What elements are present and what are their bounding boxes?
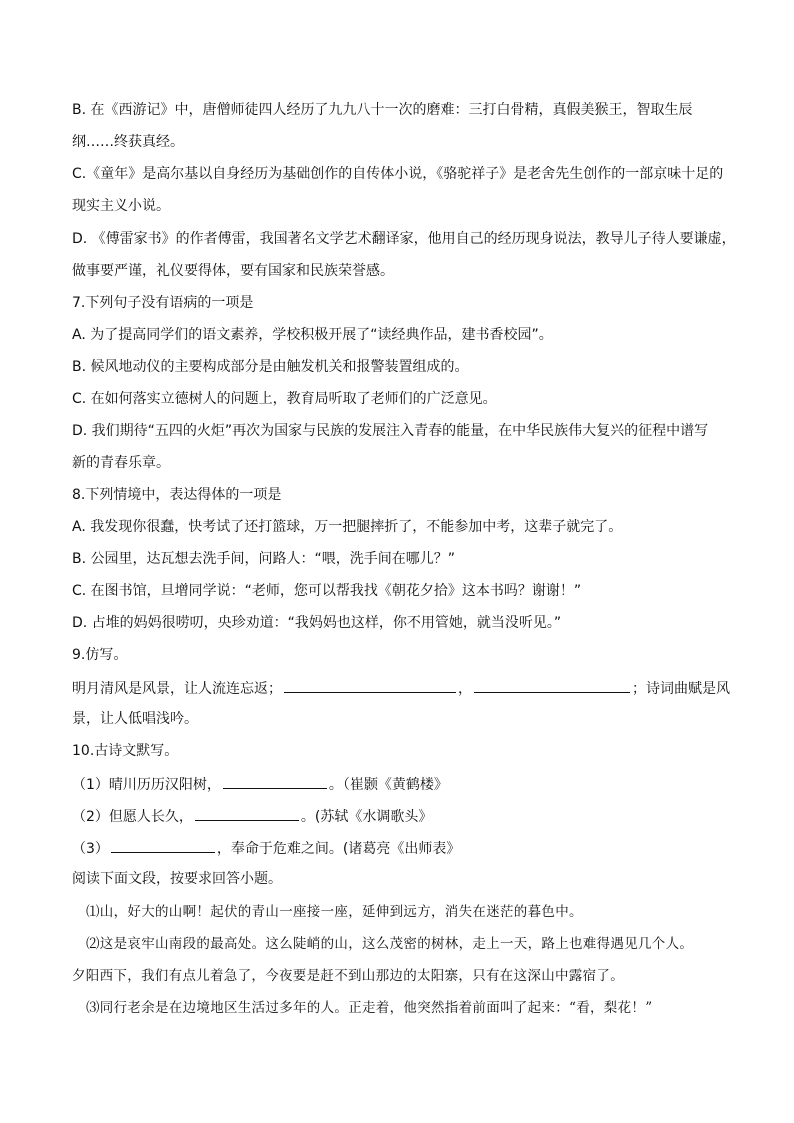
q9-answer-blank-1[interactable] (284, 677, 456, 693)
q6-option-b-line2: 纲……终获真经。 (72, 134, 184, 150)
q7-stem: 7.下列句子没有语病的一项是 (72, 295, 254, 311)
reading-intro: 阅读下面文段，按要求回答小题。 (72, 871, 282, 887)
q6-option-d-line1: D. 《傅雷家书》的作者傅雷，我国著名文学艺术翻译家，他用自己的经历现身说法，教导儿子待人要谦虚， (72, 231, 736, 247)
q9-text-a: 明月清风是风景，让人流连忘返； (72, 681, 282, 697)
q10-item-3-num: （3） (72, 841, 109, 857)
q7-option-c: C. 在如何落实立德树人的问题上，教育局听取了老师们的广泛意见。 (72, 391, 497, 407)
q6-option-d-line2: 做事要严谨，礼仪要得体，要有国家和民族荣誉感。 (72, 263, 394, 279)
q9-text-b: ；诗词曲赋是风 (632, 681, 730, 697)
q9-line2: 景，让人低唱浅吟。 (72, 711, 198, 727)
q6-option-b-line1: B. 在《西游记》中，唐僧师徒四人经历了九九八十一次的磨难：三打白骨精，真假美猴王，智取生辰 (72, 102, 693, 118)
q10-item-3-blank[interactable] (111, 837, 215, 853)
q10-item-2-text: （2）但愿人长久， (72, 809, 193, 825)
q10-item-2 (72, 805, 432, 827)
q8-option-a: A. 我发现你很蠢，快考试了还打篮球，万一把腿摔折了，不能参加中考，这辈子就完了。 (72, 519, 623, 535)
q9-stem: 9.仿写。 (72, 647, 128, 663)
q10-item-3-text: ，奉命于危难之间。(诸葛亮《出师表》 (216, 841, 461, 857)
q10-item-1-blank[interactable] (223, 773, 327, 789)
q8-option-c: C. 在图书馆，旦增同学说：“老师，您可以帮我找《朝花夕拾》这本书吗？谢谢！” (72, 583, 582, 599)
q10-item-1-text: （1）晴川历历汉阳树， (72, 777, 221, 793)
q8-stem: 8.下列情境中，表达得体的一项是 (72, 487, 282, 503)
q9-line1 (72, 677, 730, 699)
reading-paragraph-2-line2: 夕阳西下，我们有点儿着急了，今夜要是赶不到山那边的太阳寨，只有在这深山中露宿了。 (72, 968, 624, 984)
q7-option-a: A. 为了提高同学们的语文素养，学校积极开展了“读经典作品，建书香校园”。 (72, 327, 553, 343)
q9-separator: ， (458, 681, 472, 697)
q6-option-c-line1: C.《童年》是高尔基以自身经历为基础创作的自传体小说，《骆驼祥子》是老舍先生创作的一部京味十足的 (72, 166, 724, 182)
q7-option-d-line2: 新的青春乐章。 (72, 455, 170, 471)
reading-paragraph-1: ⑴山，好大的山啊！起伏的青山一座接一座，延伸到远方，消失在迷茫的暮色中。 (86, 904, 583, 920)
q7-option-d-line1: D. 我们期待“五四的火炬”再次为国家与民族的发展注入青春的能量，在中华民族伟大复兴的征程中谱写 (72, 423, 709, 439)
q10-item-1 (72, 773, 448, 795)
reading-paragraph-2-line1: ⑵这是哀牢山南段的最高处。这么陡峭的山，这么茂密的树林，走上一天，路上也难得遇见几个人。 (86, 936, 694, 952)
q9-answer-blank-2[interactable] (474, 677, 630, 693)
reading-paragraph-3: ⑶同行老余是在边境地区生活过多年的人。正走着，他突然指着前面叫了起来：“看，梨花！” (86, 1000, 653, 1016)
q10-stem: 10.古诗文默写。 (72, 743, 179, 759)
q7-option-b: B. 候风地动仪的主要构成部分是由触发机关和报警装置组成的。 (72, 359, 469, 375)
q10-item-2-source: 。(苏轼《水调歌头》 (300, 809, 433, 825)
q8-option-b: B. 公园里，达瓦想去洗手间，问路人：“喂，洗手间在哪儿？” (72, 551, 456, 567)
q10-item-3 (72, 837, 460, 859)
q6-option-c-line2: 现实主义小说。 (72, 198, 170, 214)
q10-item-1-source: 。（崔颢《黄鹤楼》 (328, 777, 448, 793)
q8-option-d: D. 占堆的妈妈很唠叨，央珍劝道：“我妈妈也这样，你不用管她，就当没听见。” (72, 615, 562, 631)
q10-item-2-blank[interactable] (195, 805, 299, 821)
